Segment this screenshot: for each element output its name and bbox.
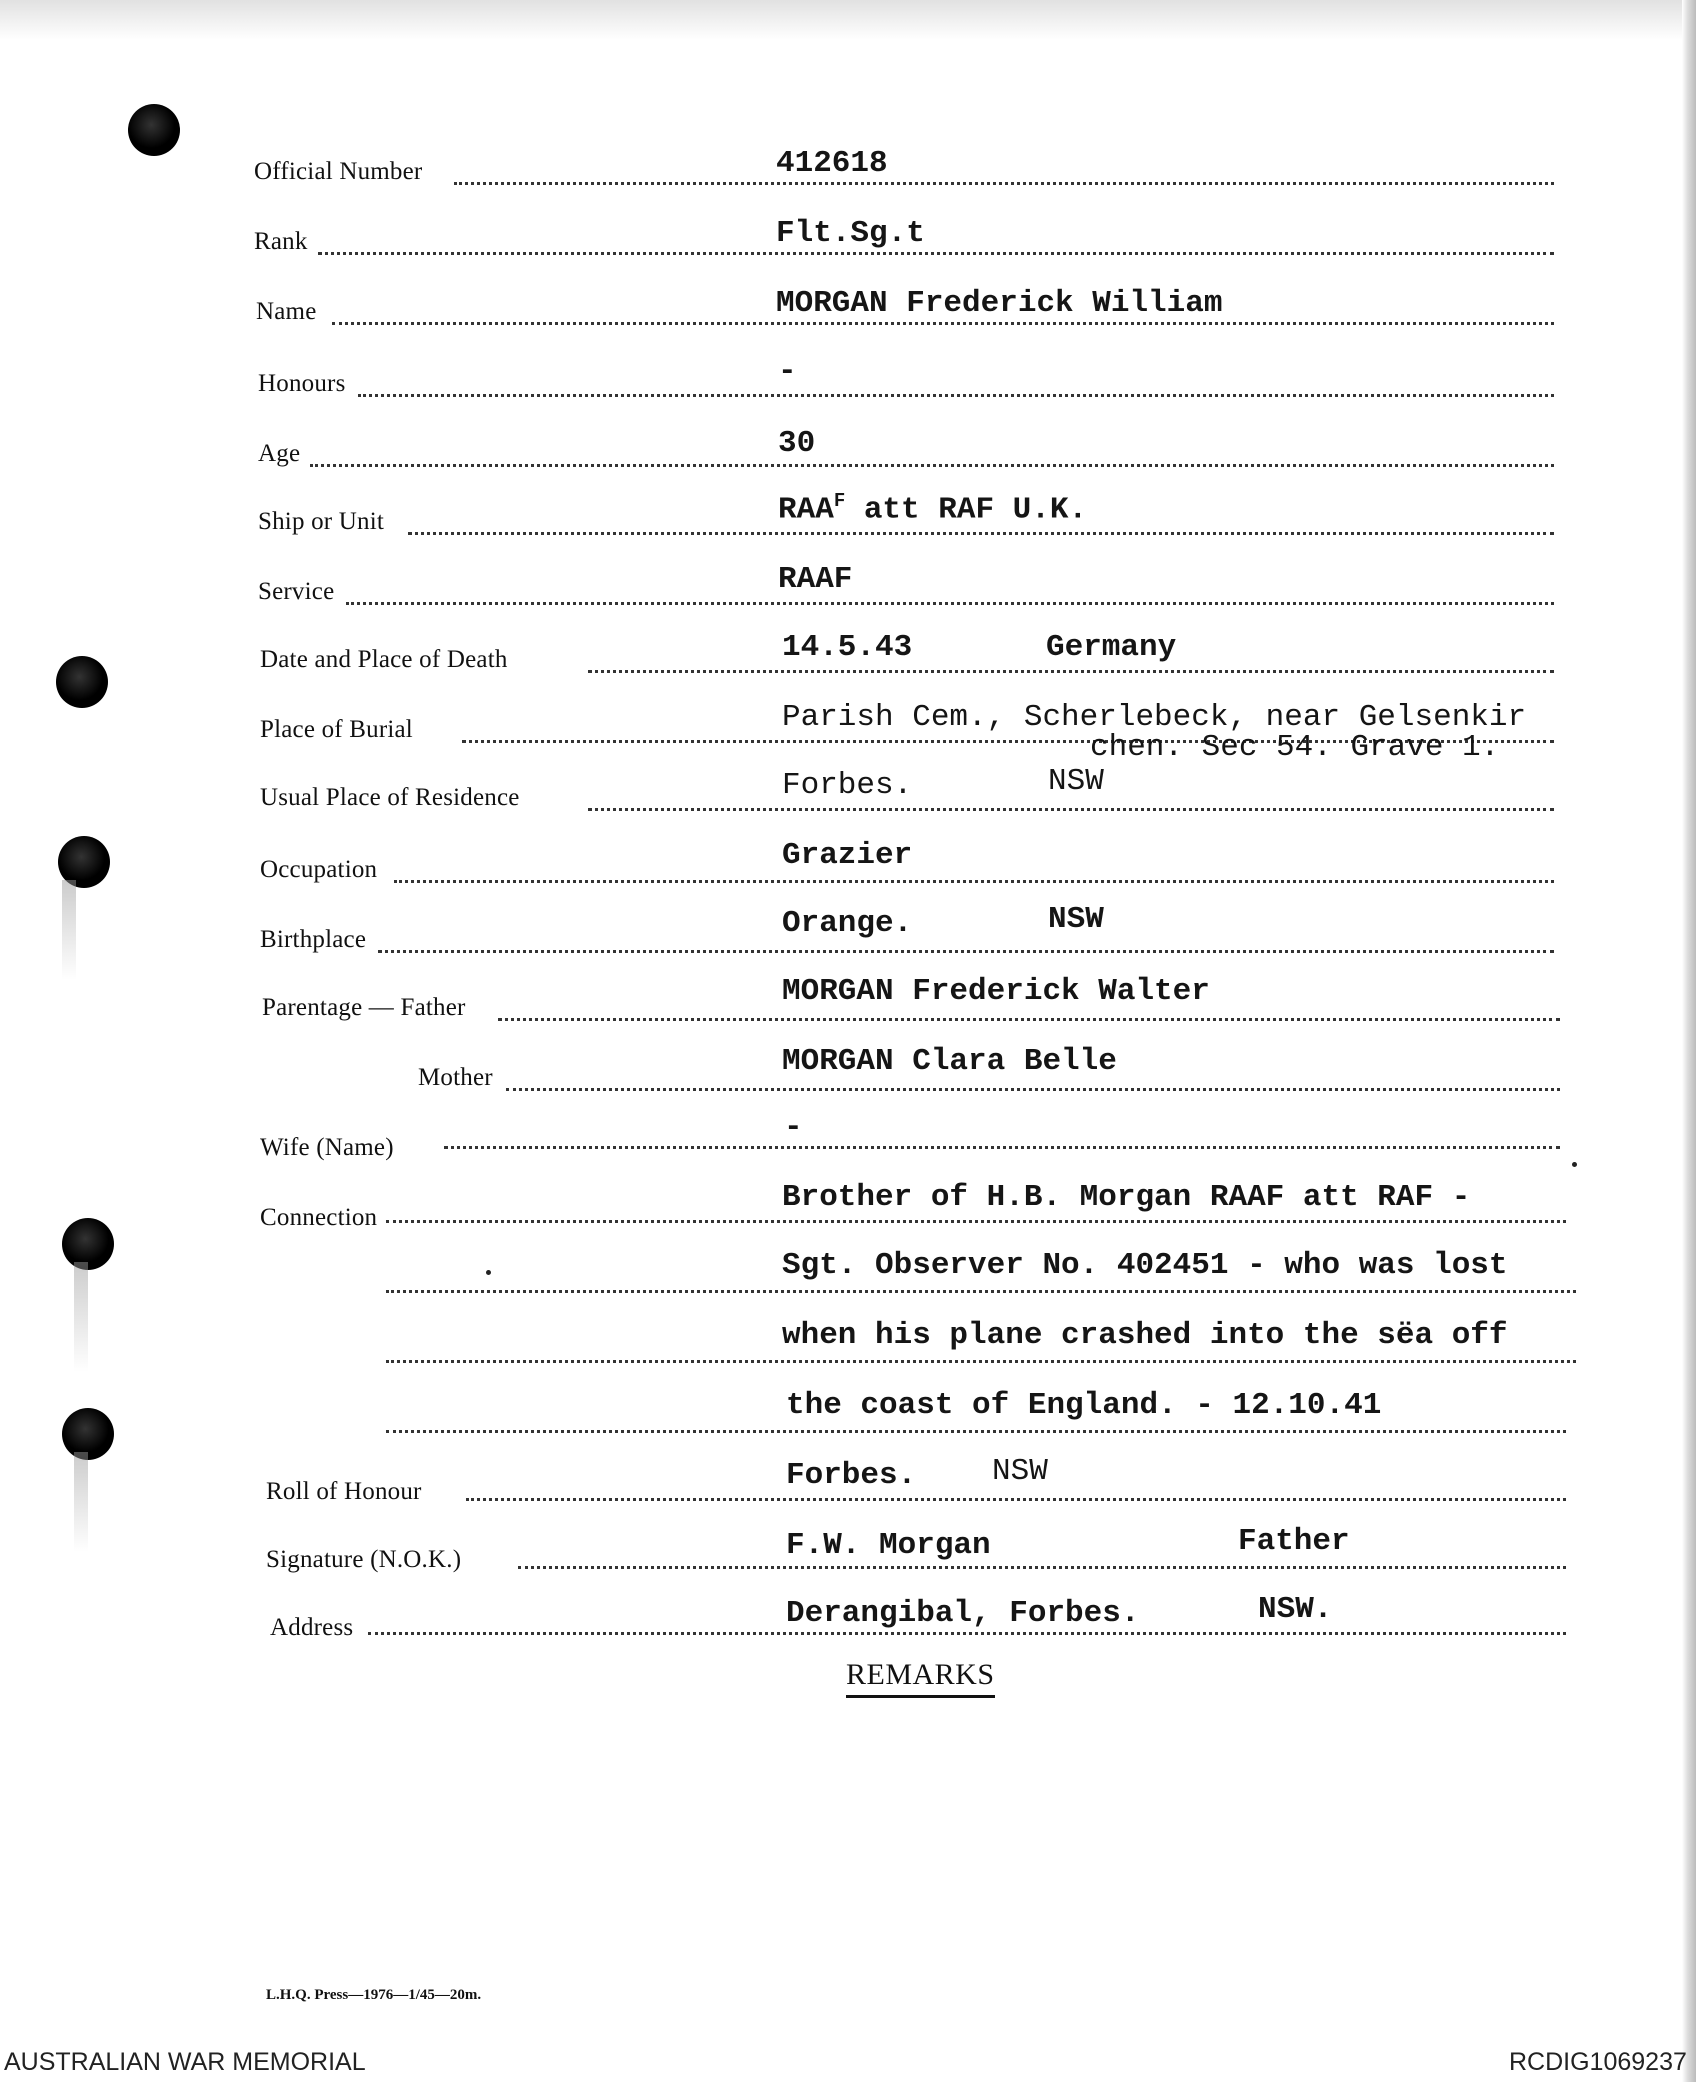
honours-value: -	[778, 354, 797, 389]
connection-value-line4: the coast of England. - 12.10.41	[786, 1388, 1382, 1423]
connection-line-2	[386, 1290, 1576, 1293]
wife-line	[444, 1146, 1560, 1149]
service-value: RAAF	[778, 562, 853, 597]
signature-relation-value: Father	[1238, 1524, 1350, 1559]
connection-line-1	[386, 1220, 1566, 1223]
honours-line	[358, 394, 1554, 397]
mother-label: Mother	[418, 1064, 493, 1091]
father-line	[498, 1018, 1560, 1021]
birthplace-town-value: Orange.	[782, 906, 913, 941]
occupation-line	[394, 880, 1554, 883]
death-place-value: Germany	[1046, 630, 1177, 665]
wife-value: -	[784, 1110, 803, 1145]
rank-line	[318, 252, 1554, 255]
rank-label: Rank	[254, 228, 308, 255]
official-number-line	[454, 182, 1554, 185]
burial-label: Place of Burial	[260, 716, 413, 743]
connection-value-line3: when his plane crashed into the sëa off	[782, 1318, 1508, 1353]
official-number-label: Official Number	[254, 158, 423, 185]
burial-value-line1: Parish Cem., Scherlebeck, near Gelsenkir	[782, 700, 1527, 735]
connection-line-4	[386, 1430, 1566, 1433]
address-line	[368, 1632, 1566, 1635]
signature-label: Signature (N.O.K.)	[266, 1546, 462, 1573]
scan-top-smudge	[0, 0, 1696, 40]
rank-value: Flt.Sg.t	[776, 216, 925, 251]
scan-streak	[74, 1452, 88, 1552]
residence-line	[588, 808, 1554, 811]
punch-hole	[62, 1408, 114, 1460]
ship-unit-label: Ship or Unit	[258, 508, 385, 535]
connection-line-3	[386, 1360, 1576, 1363]
address-label: Address	[270, 1614, 354, 1641]
punch-hole	[56, 656, 108, 708]
death-line	[588, 670, 1554, 673]
punch-hole	[62, 1218, 114, 1270]
death-label: Date and Place of Death	[260, 646, 508, 673]
roll-honour-state-value: NSW	[992, 1454, 1048, 1489]
age-line	[310, 464, 1554, 467]
occupation-value: Grazier	[782, 838, 913, 873]
ink-speck	[486, 1270, 491, 1275]
ship-unit-line	[408, 532, 1554, 535]
name-label: Name	[256, 298, 317, 325]
mother-line	[506, 1088, 1560, 1091]
service-label: Service	[258, 578, 335, 605]
ship-unit-value-main: RAA	[778, 492, 834, 528]
mother-value: MORGAN Clara Belle	[782, 1044, 1117, 1079]
ship-unit-value-rest: att RAF U.K.	[845, 492, 1088, 528]
birthplace-state-value: NSW	[1048, 902, 1104, 937]
roll-honour-town-value: Forbes.	[786, 1458, 917, 1493]
scan-streak	[62, 880, 76, 980]
connection-value-line1: Brother of H.B. Morgan RAAF att RAF -	[782, 1180, 1471, 1215]
ink-speck	[1572, 1162, 1577, 1167]
occupation-label: Occupation	[260, 856, 378, 883]
signature-name-value: F.W. Morgan	[786, 1528, 991, 1563]
footer-record-id: RCDIG1069237	[1509, 2048, 1687, 2076]
age-value: 30	[778, 426, 816, 461]
burial-value-line2: chen. Sec 54. Grave 1.	[1090, 730, 1500, 765]
press-mark: L.H.Q. Press—1976—1/45—20m.	[266, 1987, 482, 2003]
scan-page-edge	[1682, 0, 1696, 2082]
birthplace-label: Birthplace	[260, 926, 367, 953]
official-number-value: 412618	[776, 146, 888, 181]
death-date-value: 14.5.43	[782, 630, 913, 665]
birthplace-line	[378, 950, 1554, 953]
footer-archive-name: AUSTRALIAN WAR MEMORIAL	[4, 2048, 366, 2076]
residence-label: Usual Place of Residence	[260, 784, 520, 811]
service-line	[346, 602, 1554, 605]
father-label: Parentage — Father	[262, 994, 466, 1021]
scan-streak	[74, 1262, 88, 1372]
punch-hole	[128, 104, 180, 156]
residence-town-value: Forbes.	[782, 768, 913, 803]
address-state-value: NSW.	[1258, 1592, 1333, 1627]
roll-honour-label: Roll of Honour	[266, 1478, 422, 1505]
ship-unit-value	[778, 490, 1087, 527]
honours-label: Honours	[258, 370, 346, 397]
remarks-heading: REMARKS	[846, 1658, 995, 1698]
residence-state-value: NSW	[1048, 764, 1104, 799]
name-line	[332, 322, 1554, 325]
name-value: MORGAN Frederick William	[776, 286, 1223, 321]
signature-line	[518, 1566, 1566, 1569]
connection-label: Connection	[260, 1204, 378, 1231]
connection-value-line2: Sgt. Observer No. 402451 - who was lost	[782, 1248, 1508, 1283]
address-place-value: Derangibal, Forbes.	[786, 1596, 1140, 1631]
roll-honour-line	[466, 1498, 1566, 1501]
ship-unit-value-sup: F	[833, 490, 846, 512]
father-value: MORGAN Frederick Walter	[782, 974, 1210, 1009]
age-label: Age	[258, 440, 301, 467]
wife-label: Wife (Name)	[260, 1134, 394, 1161]
